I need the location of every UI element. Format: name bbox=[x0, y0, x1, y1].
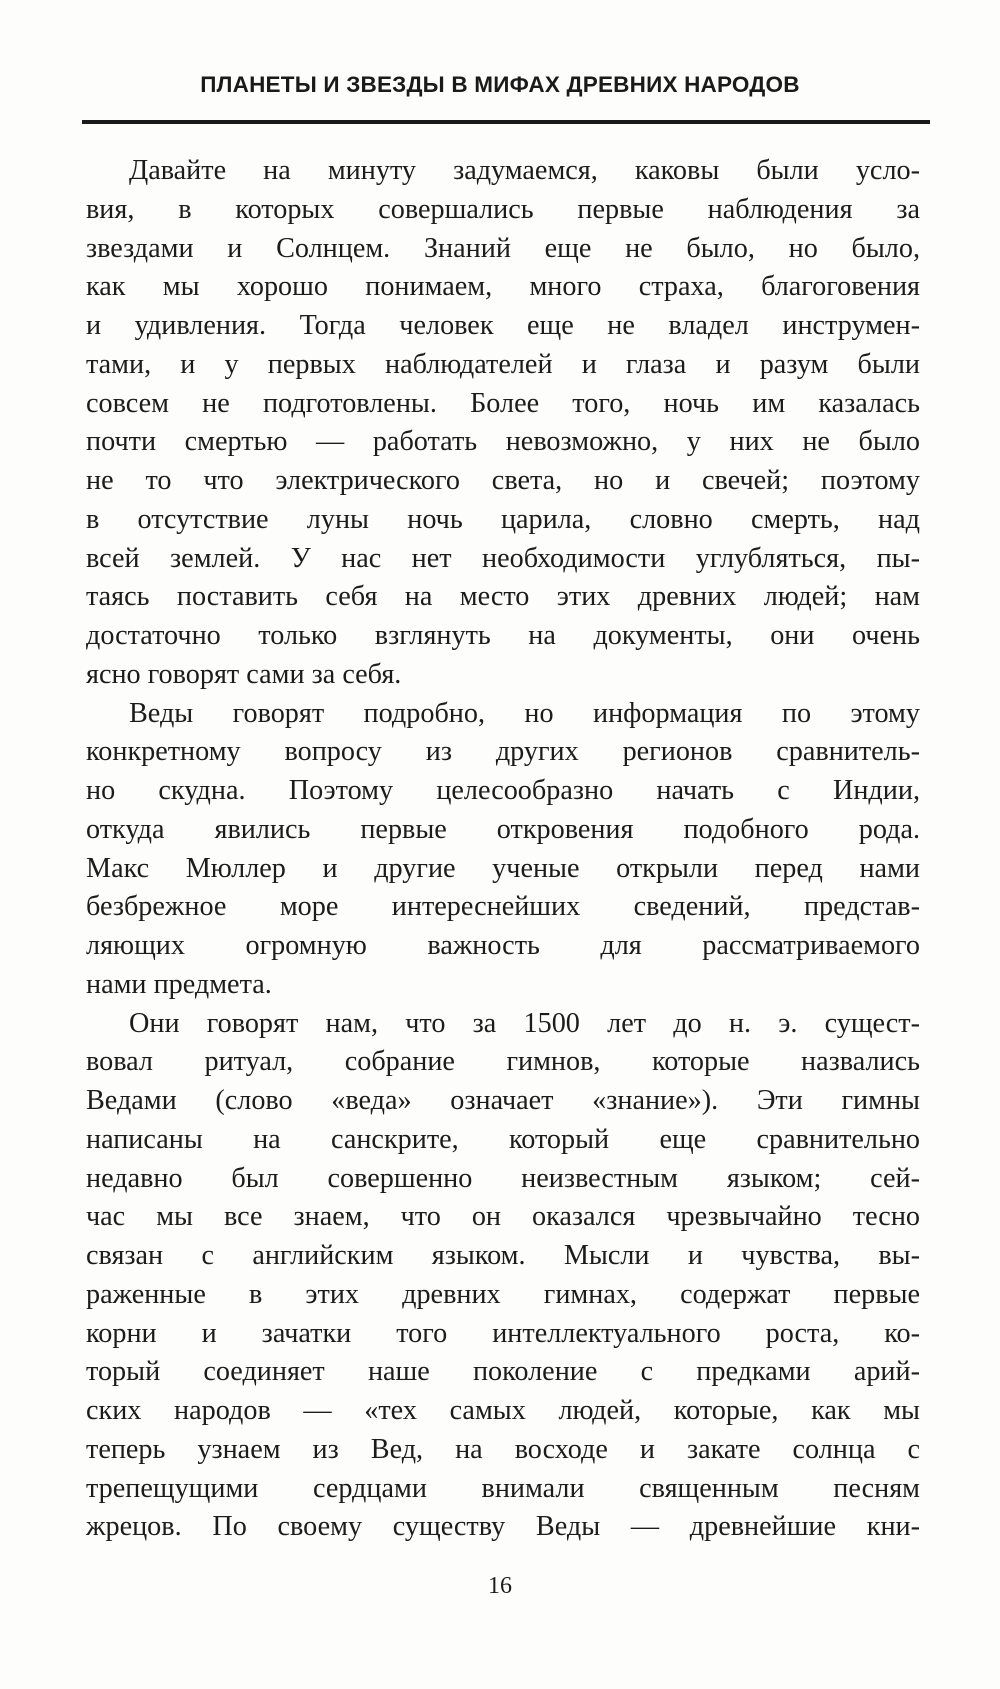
text-line: откуда явились первые откровения подобного рода. bbox=[86, 813, 920, 845]
running-head-title: ПЛАНЕТЫ И ЗВЕЗДЫ В МИФАХ ДРЕВНИХ НАРОДОВ bbox=[200, 72, 800, 97]
text-line: вовал ритуал, собрание гимнов, которые назвались bbox=[86, 1046, 920, 1078]
text-line: как мы хорошо понимаем, много страха, благоговения bbox=[86, 271, 920, 303]
page-number: 16 bbox=[488, 1573, 512, 1599]
text-line: связан с английским языком. Мысли и чувства, вы- bbox=[86, 1240, 920, 1271]
text-line: ясно говорят сами за себя. bbox=[86, 658, 402, 690]
text-line: всей землей. У нас нет необходимости углубляться, пы- bbox=[86, 542, 920, 574]
text-line: вия, в которых совершались первые наблюдения за bbox=[86, 193, 920, 225]
text-line: в отсутствие луны ночь царила, словно смерть, над bbox=[86, 503, 920, 535]
text-line: трепещущими сердцами внимали священным песням bbox=[86, 1472, 920, 1504]
text-line: Веды говорят подробно, но информация по этому bbox=[129, 697, 920, 729]
header-rule bbox=[82, 120, 930, 124]
text-line: совсем не подготовлены. Более того, ночь им казалась bbox=[86, 387, 920, 419]
text-line: теперь узнаем из Вед, на восходе и закате солнца с bbox=[86, 1433, 920, 1465]
text-line: не то что электрического света, но и свечей; поэтому bbox=[86, 465, 920, 496]
text-line: и удивления. Тогда человек еще не владел инструмен- bbox=[86, 310, 920, 341]
text-line: корни и зачатки того интеллектуального роста, ко- bbox=[86, 1317, 920, 1349]
text-line: жрецов. По своему существу Веды — древнейшие кни- bbox=[86, 1511, 920, 1543]
text-line: торый соединяет наше поколение с предками арий- bbox=[86, 1356, 920, 1388]
text-line: достаточно только взглянуть на документы, они очень bbox=[86, 620, 920, 651]
body-text bbox=[86, 152, 920, 1547]
text-line: Ведами (слово «веда» означает «знание»). Эти гимны bbox=[86, 1085, 920, 1116]
text-line: почти смертью — работать невозможно, у них не было bbox=[86, 426, 920, 458]
text-line: тами, и у первых наблюдателей и глаза и разум были bbox=[86, 348, 920, 380]
text-line: час мы все знаем, что он оказался чрезвычайно тесно bbox=[86, 1201, 920, 1233]
text-line: Давайте на минуту задумаемся, каковы были усло- bbox=[129, 155, 920, 186]
text-line: ских народов — «тех самых людей, которые, как мы bbox=[86, 1395, 920, 1426]
text-line: конкретному вопросу из других регионов сравнитель- bbox=[86, 736, 920, 768]
text-line: недавно был совершенно неизвестным языком; сей- bbox=[86, 1162, 920, 1194]
text-line: ляющих огромную важность для рассматриваемого bbox=[86, 930, 920, 961]
text-line: написаны на санскрите, который еще сравнительно bbox=[86, 1123, 920, 1155]
text-line: Они говорят нам, что за 1500 лет до н. э. сущест- bbox=[129, 1007, 920, 1039]
text-line: таясь поставить себя на место этих древних людей; нам bbox=[86, 581, 920, 613]
text-line: безбрежное море интереснейших сведений, представ- bbox=[86, 891, 920, 923]
text-line: Макс Мюллер и другие ученые открыли перед нами bbox=[86, 852, 920, 884]
text-line: нами предмета. bbox=[86, 968, 272, 1000]
text-line: но скудна. Поэтому целесообразно начать с Индии, bbox=[86, 775, 920, 806]
text-line: звездами и Солнцем. Знаний еще не было, но было, bbox=[86, 232, 920, 264]
text-line: раженные в этих древних гимнах, содержат первые bbox=[86, 1278, 920, 1310]
